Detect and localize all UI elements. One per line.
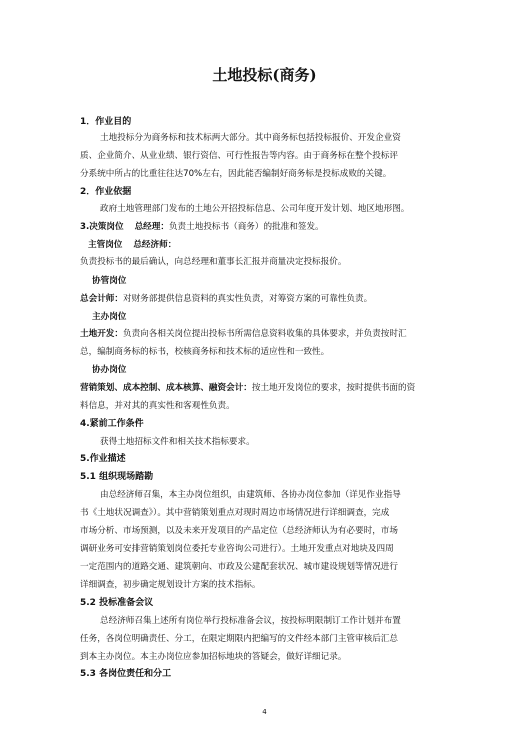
- finance-role: 总会计师：: [80, 294, 123, 304]
- paragraph-line: 分系统中所占的比重往往达70%左右，因此能否编制好商务标是投标成败的关键。: [80, 169, 392, 179]
- paragraph-line: 土地投标分为商务标和技术标两大部分。其中商务标包括投标报价、开发企业资: [100, 133, 401, 143]
- decision-post-text: 负责土地投标书（商务）的批准和签发。: [168, 222, 324, 232]
- section-5-heading: 5.作业描述: [80, 454, 126, 464]
- paragraph-line: 由总经济师召集，本主办岗位组织，由建筑师、各协办岗位参加（详见作业指导: [100, 490, 401, 500]
- paragraph-line: 调研业务可安排营销策划岗位委托专业咨询公司进行）。土地开发重点对地块及四周: [80, 544, 394, 554]
- paragraph-line: 负责投标书的最后确认，向总经理和董事长汇报并商量决定投标报价。: [80, 257, 347, 267]
- paragraph-line: 总经济师召集上述所有岗位举行投标准备会议，按投标明限制订工作计划并布置: [100, 616, 401, 626]
- land-dev-text: 负责向各相关岗位提出投标书所需信息资料收集的具体要求，并负责按时汇: [122, 329, 407, 339]
- paragraph-line: 到本主办岗位。本主办岗位应参加招标地块的答疑会，做好详细记录。: [80, 652, 347, 662]
- section-5-3-heading: 5.3 各岗位责任和分工: [80, 669, 172, 679]
- assist-roles: 营销策划、成本控制、成本核算、融资会计：: [80, 383, 252, 393]
- section-2-heading: 2．作业依据: [80, 187, 132, 197]
- section-4-heading: 4.紧前工作条件: [80, 419, 144, 429]
- paragraph-line: 书《土地状况调查》）。其中营销策划重点对现时周边市场情况进行详细调查，完成: [80, 508, 390, 518]
- section-5-1-heading: 5.1 组织现场踏勘: [80, 472, 154, 482]
- assist-post-label: 协办岗位: [92, 365, 127, 375]
- paragraph-line: 市场分析、市场预测，以及未来开发项目的产品定位（总经济师认为有必要时，市场: [80, 526, 398, 536]
- section-1-heading: 1．作业目的: [80, 117, 132, 127]
- assist-text: 按土地开发岗位的要求，按时提供书面的资: [251, 383, 416, 393]
- paragraph-line: 详细调查，初步确定规划设计方案的技术指标。: [80, 580, 261, 590]
- finance-line: [80, 293, 372, 305]
- lead-post-label: 主管岗位: [88, 240, 123, 250]
- land-dev-role: 土地开发：: [80, 329, 123, 339]
- paragraph-line: 获得土地招标文件和相关技术指标要求。: [100, 437, 255, 447]
- main-post-label: 主办岗位: [92, 312, 127, 322]
- decision-post-line: [80, 221, 324, 233]
- page-title: 土地投标(商务): [212, 66, 317, 84]
- section-5-2-heading: 5.2 投标准备会议: [80, 598, 154, 608]
- decision-post-label: 3.决策岗位: [80, 222, 124, 232]
- paragraph-line: 政府土地管理部门发布的土地公开招投标信息、公司年度开发计划、地区地形图。: [100, 204, 410, 214]
- paragraph-line: 一定范围内的道路交通、建筑朝向、市政及公建配套状况、城市建设规划等情况进行: [80, 562, 398, 572]
- paragraph-line: 总，编制商务标的标书，校核商务标和技术标的适应性和一致性。: [80, 347, 330, 357]
- lead-post-line: [88, 239, 176, 251]
- coop-post-label: 协管岗位: [92, 276, 127, 286]
- finance-text: 对财务部提供信息资料的真实性负责，对筹资方案的可靠性负责。: [122, 294, 373, 304]
- page-number: 4: [262, 708, 267, 716]
- paragraph-line: 质、企业简介、从业业绩、银行资信、可行性报告等内容。由于商务标在整个投标评: [80, 151, 398, 161]
- assist-roles-line: [80, 382, 415, 394]
- paragraph-line: 料信息，并对其的真实性和客观性负责。: [80, 401, 235, 411]
- paragraph-line: 任务，各岗位明确责任、分工，在限定期限内把编写的文件经本部门主管审核后汇总: [80, 634, 398, 644]
- land-dev-line: [80, 328, 407, 340]
- decision-post-role: 总经理：: [134, 222, 169, 232]
- lead-post-role: 总经济师：: [133, 240, 177, 250]
